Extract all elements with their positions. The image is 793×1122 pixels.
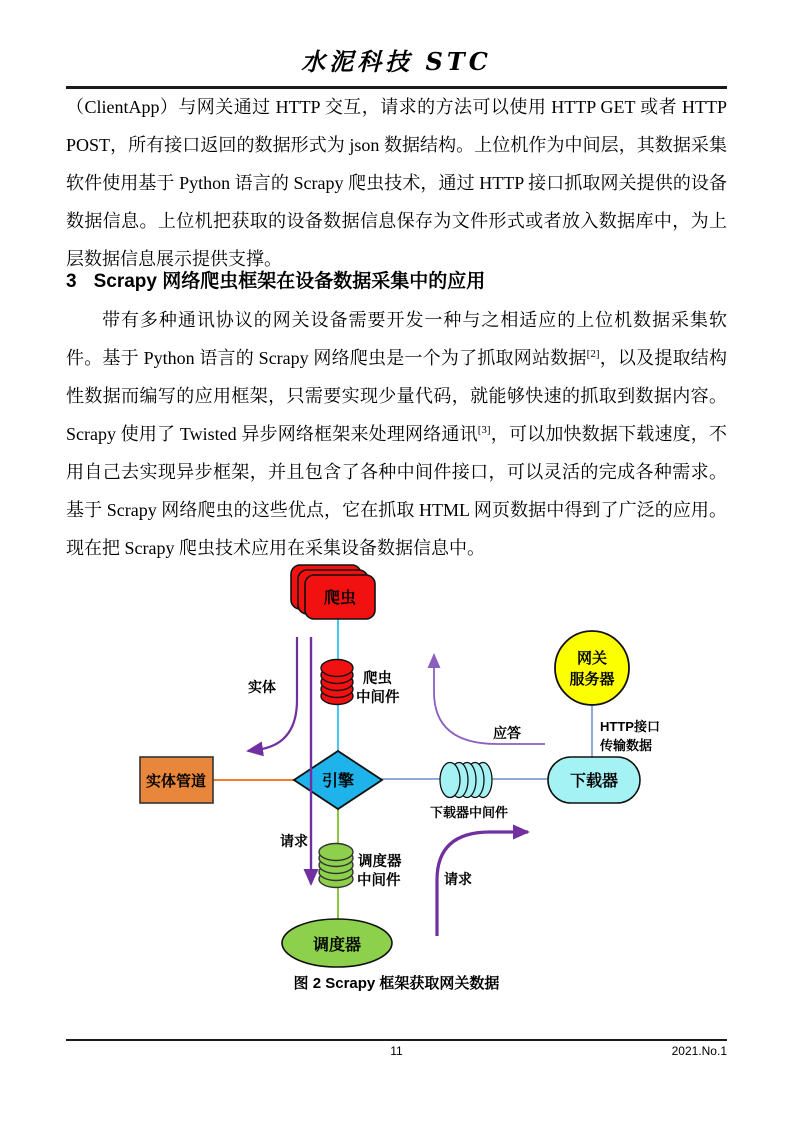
gateway-server-node [555, 631, 629, 705]
response-label: 应答 [493, 725, 521, 741]
engine-label: 引擎 [321, 773, 355, 790]
section-heading [66, 266, 727, 293]
section-number: 3 [66, 271, 77, 292]
scheduler-label: 调度器 [312, 937, 362, 954]
http-interface-label-line2: 传输数据 [600, 738, 653, 753]
response-arrow [434, 655, 545, 744]
spider-middleware-label-line1: 爬虫 [363, 671, 392, 687]
item-pipeline-label: 实体管道 [145, 773, 207, 790]
request-left-label: 请求 [280, 833, 308, 849]
footer-rule [66, 1039, 727, 1041]
spider-middleware-node [321, 660, 353, 705]
section-title: Scrapy 网络爬虫框架在设备数据采集中的应用 [93, 271, 486, 292]
scheduler-middleware-label-line2: 中间件 [357, 873, 401, 889]
gateway-server-label-line1: 网关 [576, 650, 608, 667]
scrapy-architecture-diagram [0, 555, 793, 975]
spider-middleware-label-line2: 中间件 [356, 690, 400, 706]
downloader-middleware-node [440, 763, 492, 798]
gateway-server-label-line2: 服务器 [569, 671, 615, 688]
figure-caption: 图 2 Scrapy 框架获取网关数据 [293, 975, 500, 992]
downloader-label: 下载器 [569, 773, 619, 790]
issue-number: 2021.No.1 [671, 1044, 727, 1058]
paragraph-1: （ClientApp）与网关通过 HTTP 交互，请求的方法可以使用 HTTP GET 或者 HTTP POST，所有接口返回的数据形式为 json 数据结构。上位机作为中间层，其数据采集软件使用基于 Python 语言的 Scrapy 爬虫技术，通过 HTTP 接口抓取网关提供的设备数据信息。上位机把获取的设备数据信息保存为文件形式或者放入数据库中，为上层数据信息展示提供支撑。 [66, 97, 727, 269]
downloader-middleware-label: 下载器中间件 [430, 805, 509, 820]
page-number: 11 [390, 1044, 403, 1058]
spider-label: 爬虫 [323, 590, 357, 607]
item-flow-label: 实体 [248, 679, 276, 695]
paragraph-2: 带有多种通讯协议的网关设备需要开发一种与之相适应的上位机数据采集软件。基于 Python 语言的 Scrapy 网络爬虫是一个为了抓取网站数据[2]，以及提取结构性数据而编写的应用框架，只需要实现少量代码，就能够快速的抓取到数据内容。Scrapy 使用了 Twisted 异步网络框架来处理网络通讯[3]，可以加快数据下载速度，不用自己去实现异步框架，并且包含了各种中间件接口，可以灵活的完成各种需求。基于 Scrapy 网络爬虫的这些优点，它在抓取 HTML 网页数据中得到了广泛的应用。现在把 Scrapy 爬虫技术应用在采集设备数据信息中。 [66, 310, 728, 558]
request-right-label: 请求 [444, 871, 472, 887]
journal-title: 水泥科技 STC [301, 47, 492, 76]
scheduler-middleware-label-line1: 调度器 [358, 854, 402, 870]
http-interface-label-line1: HTTP接口 [600, 719, 660, 734]
scheduler-middleware-node [319, 844, 353, 888]
